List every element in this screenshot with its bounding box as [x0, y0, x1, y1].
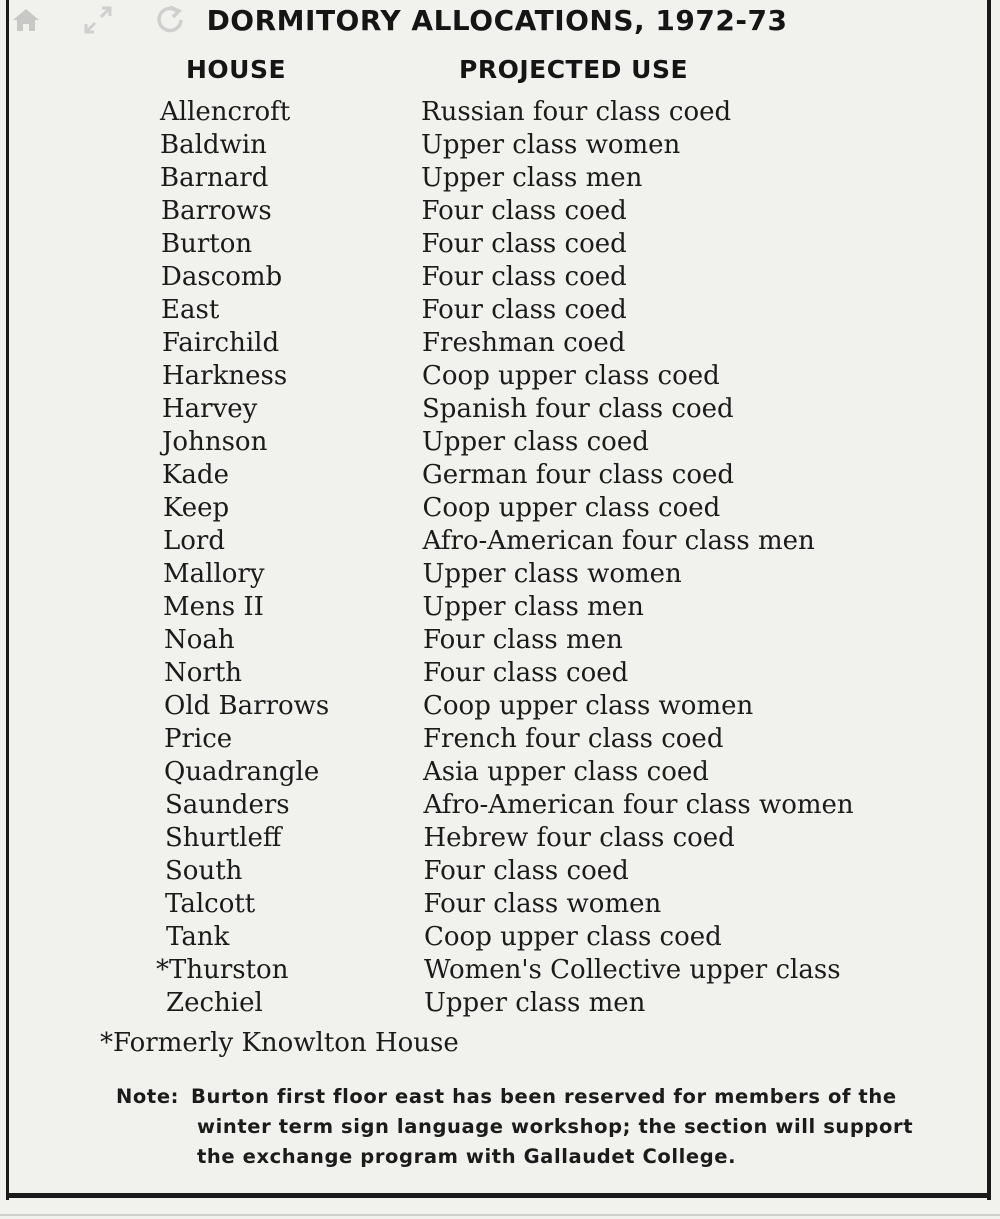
projected-use: Hebrew four class coed [423, 823, 735, 853]
table-row [0, 921, 1000, 954]
house-name: Harvey [162, 394, 258, 424]
house-name: Lord [163, 526, 225, 556]
house-name: Mens II [163, 592, 264, 622]
house-name: Quadrangle [164, 757, 320, 787]
projected-use: Russian four class coed [421, 97, 732, 127]
table-row [0, 558, 1000, 591]
projected-use: Upper class women [421, 130, 681, 160]
table-row [0, 756, 1000, 789]
house-name: *Thurston [156, 955, 289, 985]
house-name: North [164, 658, 243, 688]
table-row [0, 855, 1000, 888]
allocation-table [0, 96, 1000, 1020]
table-row [0, 723, 1000, 756]
house-name: Barrows [161, 196, 272, 226]
projected-use: Four class coed [423, 658, 629, 688]
house-name: Saunders [165, 790, 290, 820]
house-name: East [161, 295, 220, 325]
house-name: Barnard [160, 163, 269, 193]
table-row [0, 789, 1000, 822]
table-row [0, 360, 1000, 393]
projected-use: German four class coed [422, 460, 735, 490]
projected-use: Asia upper class coed [423, 757, 709, 787]
table-row [0, 195, 1000, 228]
table-row [0, 459, 1000, 492]
table-row [0, 525, 1000, 558]
house-name: Shurtleff [165, 823, 282, 853]
table-row [0, 426, 1000, 459]
house-name: Baldwin [160, 130, 267, 160]
table-row [0, 624, 1000, 657]
projected-use: Four class coed [421, 295, 627, 325]
table-row [0, 591, 1000, 624]
table-row [0, 657, 1000, 690]
table-row [0, 393, 1000, 426]
table-row [0, 129, 1000, 162]
projected-use: Four class coed [421, 196, 627, 226]
table-row [0, 954, 1000, 987]
house-name: Allencroft [160, 97, 291, 127]
note-line: the exchange program with Gallaudet College. [197, 1145, 737, 1168]
projected-use: Upper class men [424, 988, 646, 1018]
house-name: Fairchild [162, 328, 280, 358]
divider [0, 1214, 1000, 1216]
house-name: Mallory [163, 559, 265, 589]
table-row [0, 888, 1000, 921]
house-name: Dascomb [161, 262, 283, 292]
table-row [0, 492, 1000, 525]
footnote: *Formerly Knowlton House [100, 1028, 459, 1058]
projected-use: Afro-American four class men [422, 526, 815, 556]
house-name: Noah [164, 625, 235, 655]
house-name: Tank [166, 922, 230, 952]
projected-use: French four class coed [423, 724, 724, 754]
projected-use: Afro-American four class women [423, 790, 854, 820]
document-title: DORMITORY ALLOCATIONS, 1972-73 [206, 4, 788, 37]
table-row [0, 96, 1000, 129]
table-row [0, 987, 1000, 1020]
house-name: Talcott [165, 889, 256, 919]
note-label: Note: [116, 1085, 180, 1108]
table-row [0, 228, 1000, 261]
table-row [0, 294, 1000, 327]
house-name: Zechiel [166, 988, 263, 1018]
projected-use: Spanish four class coed [422, 394, 734, 424]
projected-use: Coop upper class women [423, 691, 754, 721]
projected-use: Four class men [423, 625, 623, 655]
projected-use: Four class coed [423, 856, 629, 886]
house-name: Price [164, 724, 233, 754]
house-name: Harkness [162, 361, 288, 391]
projected-use: Coop upper class coed [422, 361, 720, 391]
projected-use: Four class coed [421, 229, 627, 259]
table-row [0, 261, 1000, 294]
note-line: winter term sign language workshop; the section will support [197, 1115, 914, 1138]
house-name: Kade [162, 460, 229, 490]
projected-use-column-header: PROJECTED USE [459, 55, 689, 84]
projected-use: Upper class coed [422, 427, 649, 457]
projected-use: Women's Collective upper class [424, 955, 841, 985]
projected-use: Upper class men [422, 592, 644, 622]
house-name: Keep [163, 493, 230, 523]
frame-bottom-border [6, 1193, 991, 1198]
table-row [0, 327, 1000, 360]
table-row [0, 690, 1000, 723]
projected-use: Coop upper class coed [424, 922, 722, 952]
house-column-header: HOUSE [186, 55, 287, 84]
projected-use: Four class coed [421, 262, 627, 292]
house-name: South [165, 856, 243, 886]
projected-use: Coop upper class coed [422, 493, 721, 523]
projected-use: Upper class women [422, 559, 682, 589]
house-name: Burton [161, 229, 253, 259]
house-name: Old Barrows [164, 691, 330, 721]
projected-use: Freshman coed [422, 328, 626, 358]
note-line: Burton first floor east has been reserved for members of the [191, 1085, 897, 1108]
table-row [0, 162, 1000, 195]
projected-use: Upper class men [421, 163, 643, 193]
projected-use: Four class women [423, 889, 662, 919]
house-name: Johnson [162, 427, 268, 457]
table-row [0, 822, 1000, 855]
